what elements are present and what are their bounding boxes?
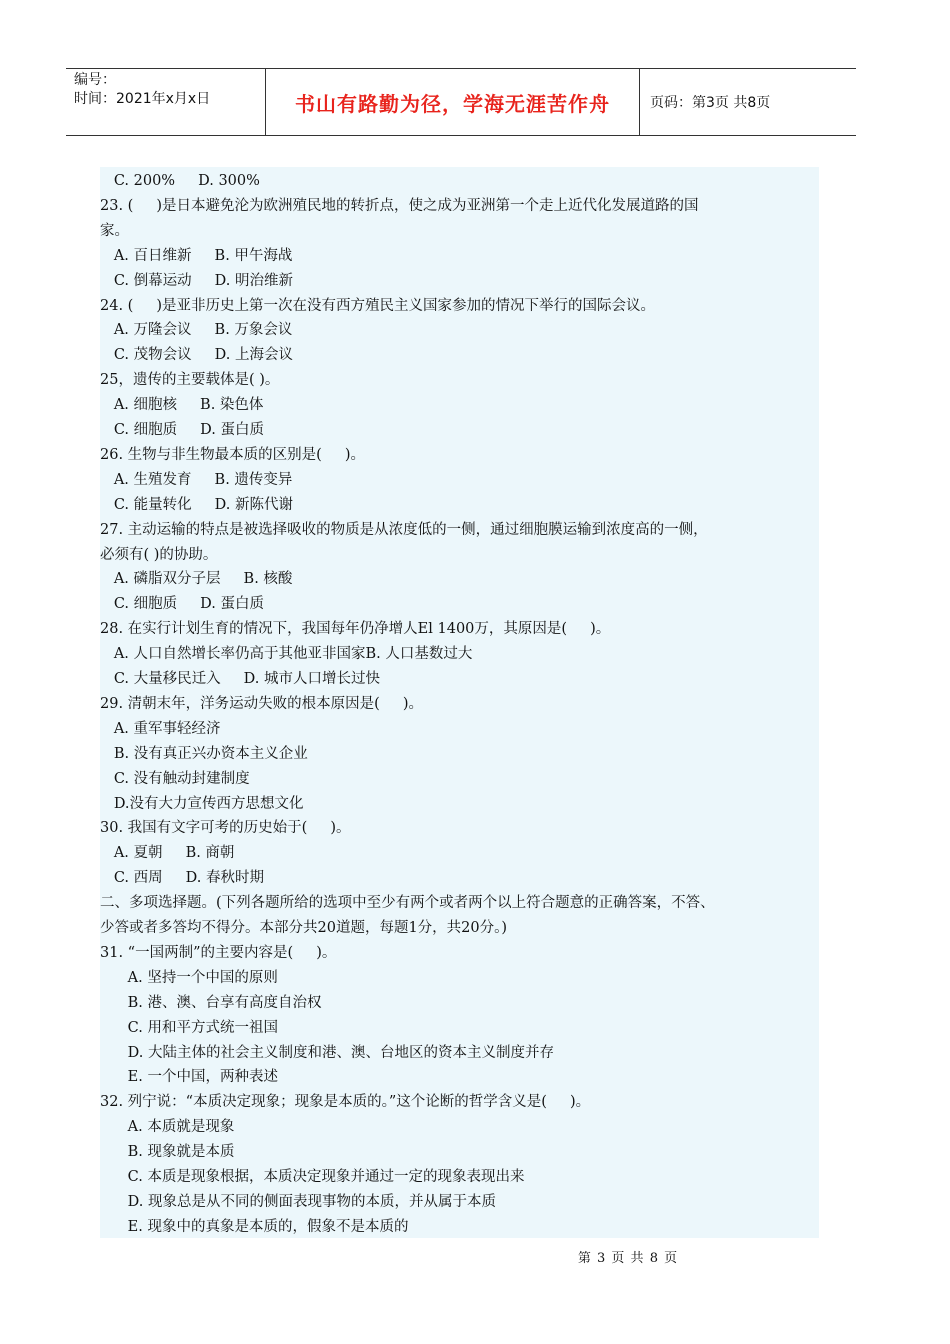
- text-line: 必须有( )的协助。: [100, 546, 218, 563]
- text-line: D.没有大力宣传西方思想文化: [100, 795, 304, 812]
- header-page-info: 页码：第3页 共8页: [650, 95, 771, 111]
- text-line: E. 一个中国，两种表述: [100, 1069, 278, 1086]
- text-line: 30. 我国有文字可考的历史始于( )。: [100, 820, 351, 837]
- text-line: 二、多项选择题。(下列各题所给的选项中至少有两个或者两个以上符合题意的正确答案，不答、: [100, 895, 715, 912]
- text-line: 28. 在实行计划生育的情况下，我国每年仍净增人El 1400万，其原因是( )。: [100, 621, 611, 638]
- text-line: 26. 生物与非生物最本质的区别是( )。: [100, 446, 366, 463]
- page-footer: 第 3 页 共 8 页: [577, 1251, 679, 1266]
- text-line: A. 细胞核 B. 染色体: [100, 397, 264, 414]
- text-line: B. 没有真正兴办资本主义企业: [100, 745, 308, 762]
- document-time-label: 时间：2021年x月x日: [74, 91, 211, 107]
- text-line: C. 细胞质 D. 蛋白质: [100, 422, 264, 438]
- text-line: A. 生殖发育 B. 遗传变异: [100, 471, 293, 488]
- text-line: A. 人口自然增长率仍高于其他亚非国家B. 人口基数过大: [100, 646, 473, 663]
- text-line: C. 用和平方式统一祖国: [100, 1019, 278, 1036]
- text-line: C. 西周 D. 春秋时期: [100, 870, 264, 887]
- document-number-label: 编号：: [74, 72, 116, 88]
- text-line: 25，遗传的主要载体是( )。: [100, 372, 280, 389]
- text-line: D. 大陆主体的社会主义制度和港、澳、台地区的资本主义制度并存: [100, 1044, 554, 1061]
- header-meta: [66, 69, 266, 135]
- text-line: C. 倒幕运动 D. 明治维新: [100, 272, 293, 289]
- text-line: A. 重军事轻经济: [100, 720, 221, 737]
- text-line: C. 200% D. 300%: [100, 173, 260, 189]
- text-line: C. 茂物会议 D. 上海会议: [100, 347, 293, 364]
- text-line: C. 细胞质 D. 蛋白质: [100, 596, 264, 613]
- text-line: D. 现象总是从不同的侧面表现事物的本质，并从属于本质: [100, 1193, 496, 1210]
- text-line: 24. ( )是亚非历史上第一次在没有西方殖民主义国家参加的情况下举行的国际会议。: [100, 297, 656, 314]
- text-line: 32. 列宁说：“本质决定现象；现象是本质的。”这个论断的哲学含义是( )。: [100, 1094, 591, 1111]
- text-line: A. 磷脂双分子层 B. 核酸: [100, 571, 293, 588]
- question-content: [100, 167, 819, 1238]
- text-line: 家。: [100, 222, 129, 239]
- text-line: C. 大量移民迁入 D. 城市人口增长过快: [100, 671, 380, 687]
- text-line: C. 能量转化 D. 新陈代谢: [100, 496, 293, 513]
- text-line: A. 本质就是现象: [100, 1119, 235, 1136]
- text-line: 31. “一国两制”的主要内容是( )。: [100, 944, 337, 961]
- text-line: A. 坚持一个中国的原则: [100, 969, 278, 986]
- text-line: 27. 主动运输的特点是被选择吸收的物质是从浓度低的一侧，通过细胞膜运输到浓度高的一侧，: [100, 521, 708, 538]
- text-line: A. 万隆会议 B. 万象会议: [100, 322, 293, 339]
- text-line: 少答或者多答均不得分。本部分共20道题，每题1分，共20分。): [100, 920, 508, 936]
- text-line: 23. ( )是日本避免沦为欧洲殖民地的转折点，使之成为亚洲第一个走上近代化发展道路的国: [100, 197, 699, 214]
- text-line: A. 百日维新 B. 甲午海战: [100, 247, 293, 264]
- text-line: C. 没有触动封建制度: [100, 770, 250, 787]
- text-line: C. 本质是现象根据，本质决定现象并通过一定的现象表现出来: [100, 1169, 525, 1185]
- text-line: B. 港、澳、台享有高度自治权: [100, 994, 322, 1011]
- text-line: 29. 清朝末年，洋务运动失败的根本原因是( )。: [100, 695, 424, 712]
- page-header: [66, 68, 856, 136]
- text-line: A. 夏朝 B. 商朝: [100, 845, 235, 862]
- text-line: E. 现象中的真象是本质的，假象不是本质的: [100, 1218, 409, 1235]
- text-line: B. 现象就是本质: [100, 1144, 235, 1161]
- header-motto: 书山有路勤为径，学海无涯苦作舟: [266, 69, 640, 135]
